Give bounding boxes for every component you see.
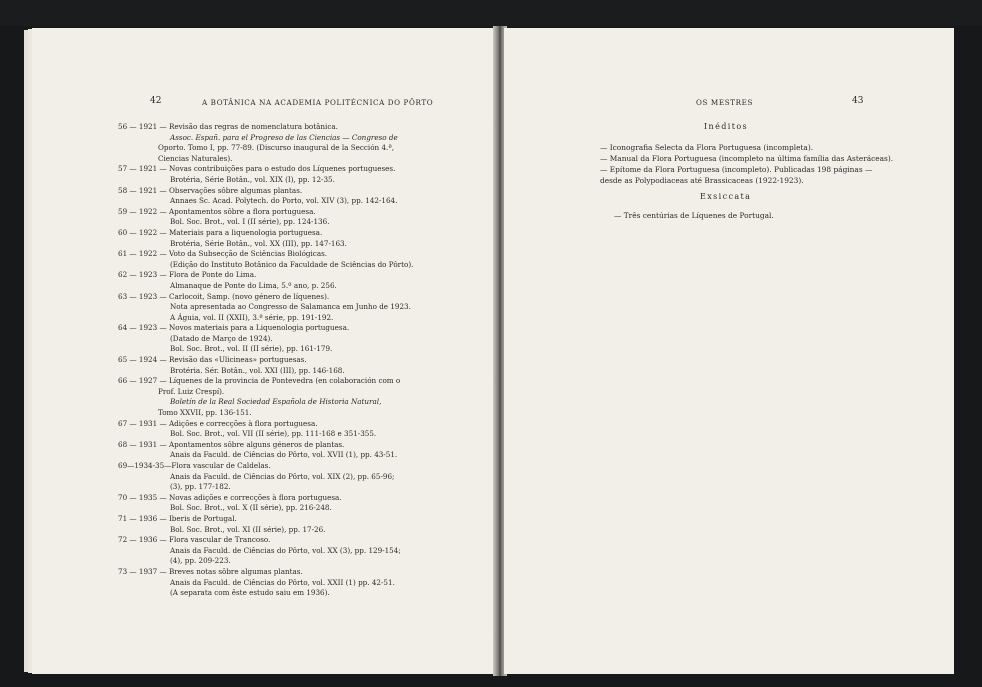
bibliography-entry	[118, 461, 478, 493]
entry-line: Nota apresentada ao Congresso de Salamanca em Junho de 1923.	[170, 302, 411, 312]
entry-line: Annaes Sc. Acad. Polytech. do Porto, vol. XIV (3), pp. 142-164.	[170, 196, 398, 206]
bibliography-entry	[118, 419, 478, 440]
entry-line: Prof. Luiz Crespí).	[158, 386, 225, 396]
list-item: — Manual da Flora Portuguesa (incompleto na última família das Asteráceas).	[600, 154, 894, 163]
bibliography-entry	[118, 567, 478, 599]
bibliography-entry	[118, 122, 478, 164]
bibliography-entry	[118, 186, 478, 207]
list-item: — Epítome da Flora Portuguesa (incompleto). Publicadas 198 páginas —	[600, 165, 873, 174]
entry-line: 59 — 1922 — Apontamentos sôbre a flora portuguesa.	[118, 206, 316, 216]
exsiccata-list	[614, 210, 914, 221]
entry-line: 57 — 1921 — Novas contribuições para o estudo dos Líquenes portugueses.	[118, 164, 396, 174]
left-page	[32, 28, 496, 674]
bibliography-entry	[118, 292, 478, 324]
left-running-head: A BOTÂNICA NA ACADEMIA POLITÉCNICA DO PÔRTO	[202, 98, 434, 107]
entry-line: Anais da Faculd. de Ciências do Pôrto, vol. XVII (1), pp. 43-51.	[170, 450, 398, 460]
entry-line: Oporto. Tomo I, pp. 77-89. (Discurso inaugural de la Sección 4.ª,	[158, 143, 395, 153]
entry-line: A Águia, vol. II (XXII), 3.ª série, pp. 191-192.	[170, 312, 334, 322]
entry-line: Bol. Soc. Brot., vol. II (II série), pp. 161-179.	[170, 344, 333, 354]
entry-line: (4), pp. 209-223.	[170, 556, 231, 566]
entry-line: Bol. Soc. Brot., vol. X (II série), pp. 216-248.	[170, 503, 332, 513]
list-item: — Três centúrias de Líquenes de Portugal.	[614, 211, 774, 220]
bibliography-entry	[118, 535, 478, 567]
entry-line: Anais da Faculd. de Ciências do Pôrto, vol. XIX (2), pp. 65-96;	[170, 471, 395, 481]
entry-line: 69—1934-35—Flora vascular de Caldelas.	[118, 461, 271, 470]
entry-line: Brotéria, Série Botân., vol. XX (III), pp. 147-163.	[170, 238, 347, 248]
list-item: — Iconografia Selecta da Flora Portuguesa (incompleta).	[600, 143, 814, 152]
entry-line: 64 — 1923 — Novos materiais para a Liquenologia portuguesa.	[118, 323, 350, 333]
entry-line: Boletín de la Real Sociedad Española de Historia Natural,	[170, 397, 382, 407]
entry-line: 70 — 1935 — Novas adições e correcções à flora portuguesa.	[118, 492, 342, 502]
entry-line: (A separata com êste estudo saiu em 1936).	[170, 588, 330, 598]
ineditos-list	[600, 142, 960, 186]
entry-line: 67 — 1931 — Adições e correcções à flora portuguesa.	[118, 418, 318, 428]
entry-line: 66 — 1927 — Líquenes de la provincia de Pontevedra (en colaboración com o	[118, 376, 401, 386]
entry-line: 58 — 1921 — Observações sôbre algumas plantas.	[118, 185, 303, 195]
entry-line: Tomo XXVII, pp. 136-151.	[158, 408, 252, 418]
right-running-head: OS MESTRES	[696, 98, 754, 107]
entry-line: Brotéria, Série Botân., vol. XIX (I), pp. 12-35.	[170, 174, 335, 184]
entry-line: Bol. Soc. Brot., vol. I (II série), pp. 124-136.	[170, 217, 330, 227]
bibliography-entry	[118, 355, 478, 376]
bibliography-entry	[118, 270, 478, 291]
entry-line: Ciencias Naturales).	[158, 153, 233, 163]
bibliography-entry	[118, 514, 478, 535]
entry-line: 73 — 1937 — Breves notas sôbre algumas plantas.	[118, 566, 303, 576]
entry-line: Almanaque de Ponte do Lima, 5.º ano, p. 256.	[170, 280, 337, 290]
bibliography-entry	[118, 207, 478, 228]
bibliography-entry	[118, 440, 478, 461]
bibliography-entry	[118, 164, 478, 185]
ineditos-heading: Inéditos	[704, 122, 749, 131]
entry-line: Assoc. Españ. para el Progreso de las Ciencias — Congreso de	[170, 132, 398, 142]
bibliography-entry	[118, 249, 478, 270]
entry-line: Anais da Faculd. de Ciências do Pôrto, vol. XXII (1) pp. 42-51.	[170, 577, 395, 587]
entry-line: (Datado de Março de 1924).	[170, 333, 273, 343]
entry-line: 63 — 1923 — Carlocoit, Samp. (novo género de líquenes).	[118, 291, 330, 301]
entry-line: 71 — 1936 — Iberis de Portugal.	[118, 513, 237, 523]
scan-background-top	[0, 0, 982, 26]
entry-line: Bol. Soc. Brot., vol. XI (II série), pp. 17-26.	[170, 524, 326, 534]
entry-line: Brotéria. Sér. Botân., vol. XXI (III), pp. 146-168.	[170, 365, 345, 375]
entry-line: 68 — 1931 — Apontamentos sôbre alguns géneros de plantas.	[118, 439, 345, 449]
exsiccata-heading: Exsiccata	[700, 192, 752, 201]
bibliography-entry	[118, 493, 478, 514]
bibliography-entry	[118, 376, 478, 418]
entry-line: Bol. Soc. Brot., vol. VII (II série), pp. 111-168 e 351-355.	[170, 429, 377, 439]
bibliography-list	[118, 122, 478, 599]
entry-line: 65 — 1924 — Revisão das «Ulicineas» portuguesas.	[118, 355, 307, 365]
entry-line: 61 — 1922 — Voto da Subsecção de Sciências Biológicas.	[118, 249, 328, 259]
list-item: desde as Polypodiaceas até Brassicaceas (1922-1923).	[600, 176, 804, 185]
entry-line: (3), pp. 177-182.	[170, 482, 231, 492]
bibliography-entry	[118, 323, 478, 355]
entry-line: 72 — 1936 — Flora vascular de Trancoso.	[118, 535, 271, 545]
entry-line: 60 — 1922 — Materiais para a liquenologia portuguesa.	[118, 227, 323, 237]
entry-line: 62 — 1923 — Flora de Ponte do Lima.	[118, 270, 257, 280]
entry-line: 56 — 1921 — Revisão das regras de nomenclatura botânica.	[118, 122, 338, 131]
left-page-number: 42	[150, 96, 162, 106]
entry-line: (Edição do Instituto Botânico da Faculdade de Sciências do Pôrto).	[170, 259, 414, 269]
right-page	[504, 28, 954, 674]
entry-line: Anais da Faculd. de Ciências do Pôrto, vol. XX (3), pp. 129-154;	[170, 545, 401, 555]
bibliography-entry	[118, 228, 478, 249]
right-page-number: 43	[852, 96, 864, 106]
